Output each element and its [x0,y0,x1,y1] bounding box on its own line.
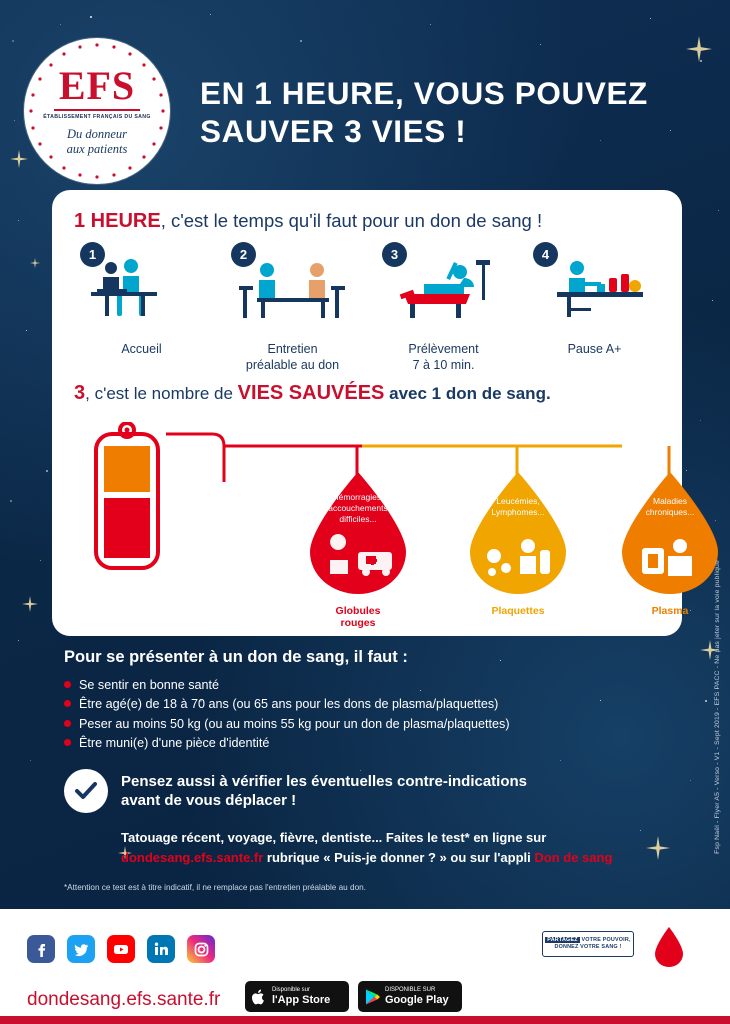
google-play-small: DISPONIBLE SUR [385,987,436,994]
blood-bag-icon [90,422,170,587]
bullet-dot-icon [64,739,71,746]
logo-tagline-line2: aux patients [66,141,128,156]
steps-list [66,242,670,373]
twitter-icon[interactable] [67,935,95,963]
check-icon [64,769,108,813]
google-play-badge[interactable] [358,981,462,1012]
app-name: Don de sang [534,849,613,865]
step-1-number: 1 [80,242,105,267]
step-2-label-line2: préalable au don [245,357,340,372]
partage-line1-rest: VOTRE POUVOIR, [579,936,631,943]
drop-plaquettes [462,470,574,617]
requirement-text: Peser au moins 50 kg (ou au moins 55 kg pour un don de plasma/plaquettes) [79,716,510,731]
requirements-list [64,676,674,752]
drop-2-title [462,496,574,518]
drop-3-title-line1: Maladies [652,496,688,506]
google-play-large: Google Play [385,993,449,1006]
requirements-section [64,648,674,892]
app-store-large: l'App Store [272,993,331,1006]
side-credit: Fsp Naël - Flyer A5 - Verso - V1 - Sept 2019 - EFS PACC - Ne pas jeter sur la voie publique [714,560,721,854]
blood-drop-icon [652,925,686,974]
logo-tagline-line1: Du donneur [66,126,128,141]
step-2-number: 2 [231,242,256,267]
headline-line1: EN 1 HEURE, VOUS POUVEZ [200,75,648,111]
contraindications-note: *Attention ce test est à titre indicatif, il ne remplace pas l'entretien préalable au don. [64,883,366,892]
step-4-label-line1: Pause A+ [567,342,622,356]
logo-subtitle: ÉTABLISSEMENT FRANÇAIS DU SANG [43,113,151,120]
logo-dot-ring [24,38,170,184]
contraindications-body-mid: en ligne sur [469,830,547,845]
step-4-label [519,342,670,358]
card-heading-2-end: avec 1 don de sang. [384,384,551,403]
efs-logo [24,38,170,184]
step-3-label-line2: 7 à 10 min. [412,357,475,372]
linkedin-icon[interactable] [147,935,175,963]
step-3-label-line1: Prélèvement [408,342,479,356]
drop-1-title-line1: Hémorragies, [332,492,384,502]
bullet-dot-icon [64,681,71,688]
drop-1-title [302,492,414,525]
partage-line2: DONNEZ VOTRE SANG ! [554,944,622,950]
drop-1-title-line2: accouchements [328,503,388,514]
poster-footer [0,909,730,1024]
drop-2-title-line2: Lymphomes... [491,507,545,518]
footer-website[interactable]: dondesang.efs.sante.fr [27,989,221,1010]
drop-1-label [302,605,414,629]
partage-line1 [545,937,630,944]
card-heading-1-strong: 1 HEURE [74,210,161,232]
step-2-label-line1: Entretien [267,342,318,356]
drop-1-label-line2: rouges [340,617,376,629]
drop-2-label-line1: Plaquettes [491,605,545,617]
step-3-label [368,342,519,373]
contraindications-star: * [464,830,470,845]
poster-header [0,28,730,178]
facebook-icon[interactable] [27,935,55,963]
youtube-icon[interactable] [107,935,135,963]
play-icon [364,988,380,1006]
headline [200,74,710,151]
contraindications-line2: avant de vous déplacer ! [121,792,297,809]
bullet-dot-icon [64,700,71,707]
footer-accent-bar [0,1016,730,1024]
step-1 [66,242,217,373]
drop-3-title [614,496,726,518]
requirements-heading: Pour se présenter à un don de sang, il faut : [64,648,408,666]
headline-line2: SAUVER 3 VIES ! [200,113,467,150]
step-1-label: Accueil [121,342,162,356]
drop-2-label [462,605,574,617]
app-store-badge[interactable] [245,981,349,1012]
contraindications-header [64,769,674,813]
contraindications-body-pre: Tatouage récent, voyage, fièvre, dentiste... Faites le test [121,830,465,845]
dondesang-link[interactable]: dondesang.efs.sante.fr [121,849,264,865]
requirement-text: Être agé(e) de 18 à 70 ans (ou 65 ans pour les dons de plasma/plaquettes) [79,697,499,712]
card-heading-2-mid: , c'est le nombre de [85,384,238,403]
card-heading-1-rest: , c'est le temps qu'il faut pour un don de sang ! [160,210,543,231]
drop-3-title-line2: chroniques... [645,507,695,518]
drop-globules-rouges [302,470,414,629]
info-card [52,190,695,636]
step-3-number: 3 [382,242,407,267]
drop-3-label [614,605,726,617]
step-4-number: 4 [533,242,558,267]
list-item [64,715,674,733]
contraindications-text [121,772,527,811]
card-heading-2-number: 3 [74,382,86,404]
list-item [64,734,674,752]
blood-components-diagram [62,412,695,629]
drop-2-title-line1: Leucémies, [496,496,540,506]
store-badges [245,981,462,1012]
list-item [64,695,674,713]
step-4 [519,242,670,373]
contraindications-line1: Pensez aussi à vérifier les éventuelles contre-indications [121,772,528,790]
card-heading-2 [74,382,551,405]
instagram-icon[interactable] [187,935,215,963]
partage-badge [542,931,634,957]
drop-1-label-line1: Globules [335,605,381,617]
contraindications-body-post: rubrique « Puis-je donner ? » ou sur l'appli [263,849,535,865]
list-item [64,676,674,694]
contraindications-body [121,828,674,867]
social-links [27,935,215,963]
step-3 [368,242,519,373]
bullet-dot-icon [64,720,71,727]
card-heading-2-strong: VIES SAUVÉES [237,382,385,404]
drop-1-title-line3: difficiles... [339,514,377,525]
apple-icon [251,988,267,1006]
card-heading-1 [74,210,542,233]
drop-3-label-line1: Plasma [651,605,689,617]
app-store-small: Disponible sur [272,987,311,994]
partage-tag: PARTAGEZ [547,936,578,943]
step-2 [217,242,368,373]
drop-plasma [614,470,726,617]
logo-brand: EFS [58,62,136,108]
requirement-text: Être muni(e) d'une pièce d'identité [79,735,270,750]
step-2-label [217,342,368,373]
requirement-text: Se sentir en bonne santé [79,678,220,692]
